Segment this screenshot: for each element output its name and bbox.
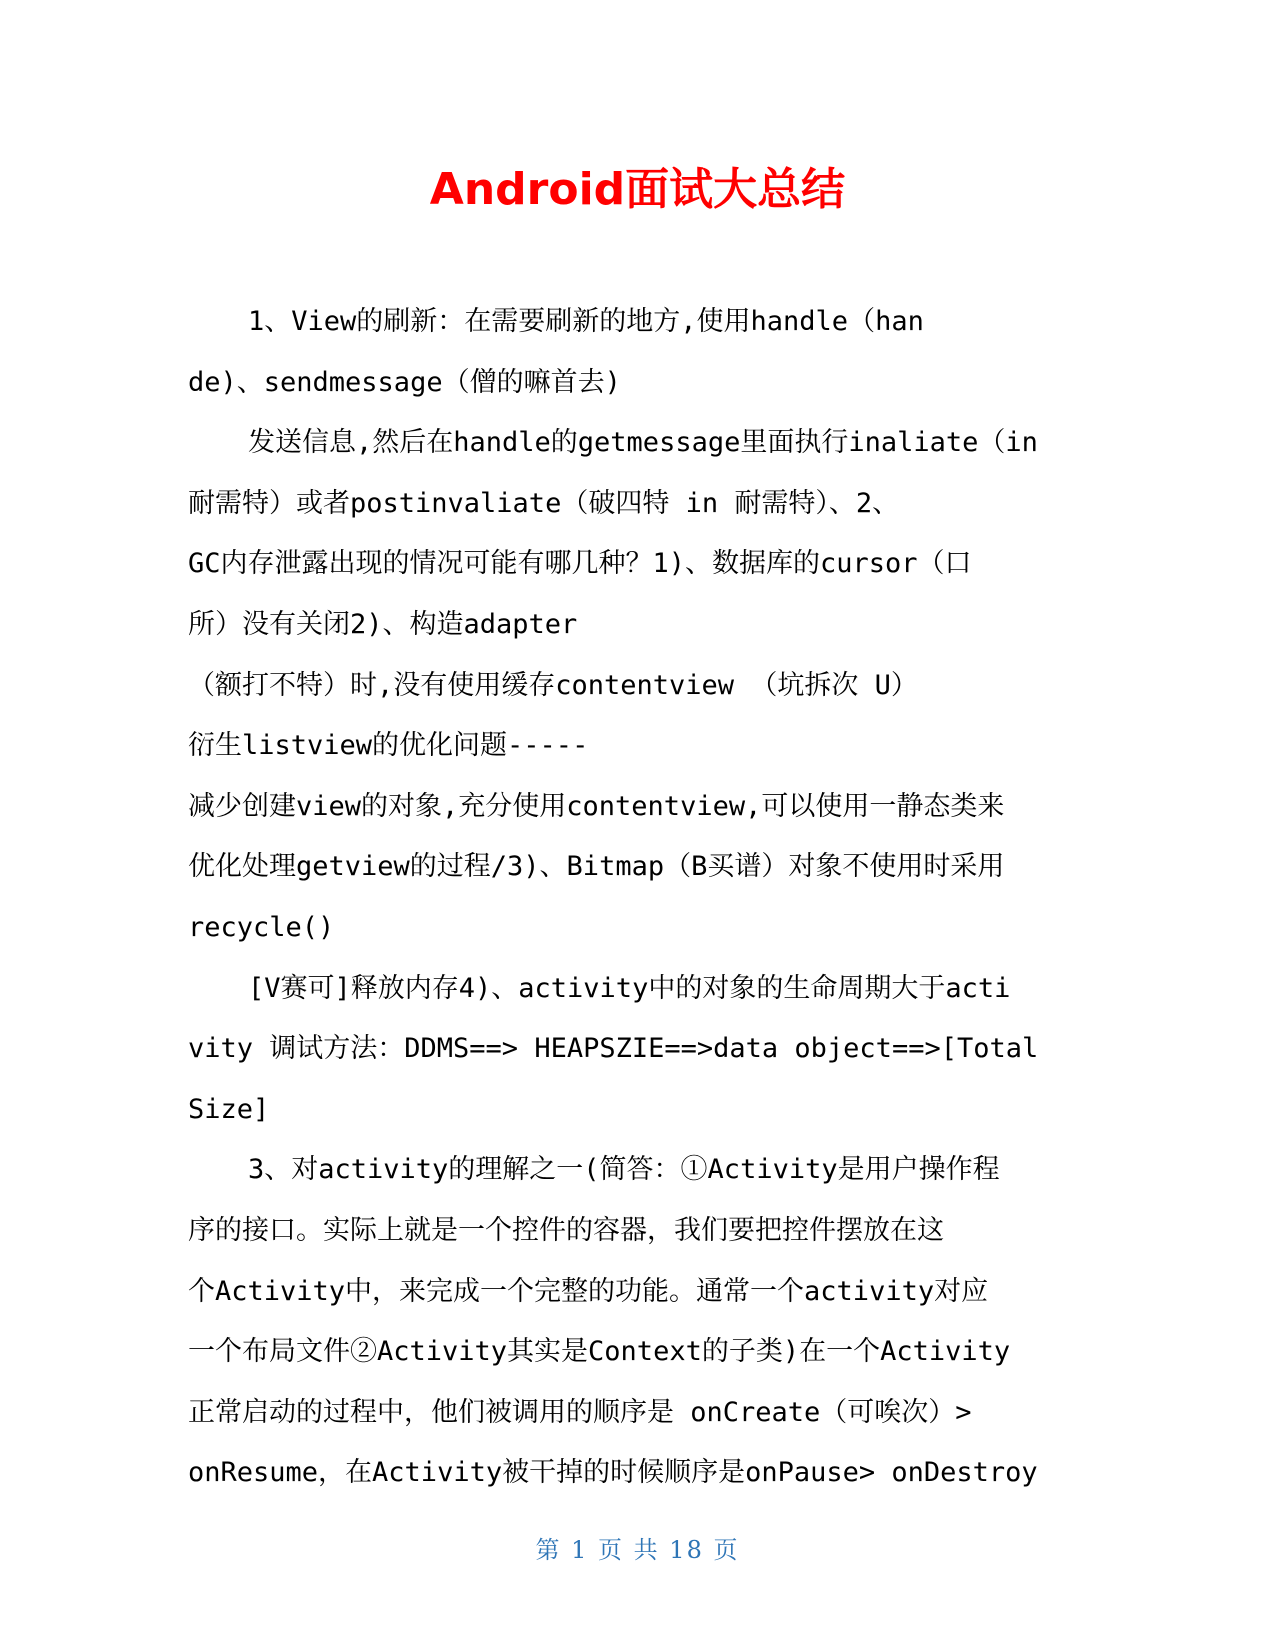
paragraph-line: de)、sendmessage（僧的嘛首去) (188, 366, 621, 398)
paragraph-line: onResume，在Activity被干掉的时候顺序是onPause> onDestroy (188, 1457, 1038, 1489)
paragraph-line: 3、对activity的理解之一(简答：①Activity是用户操作程 (248, 1154, 1000, 1186)
document-body (188, 292, 1088, 1504)
paragraph-line: 优化处理getview的过程/3)、Bitmap（B买谱）对象不使用时采用 (188, 851, 1005, 883)
paragraph-line: 发送信息,然后在handle的getmessage里面执行inaliate（in (248, 427, 1038, 459)
paragraph-line: recycle() (188, 911, 335, 943)
paragraph-line: （额打不特）时,没有使用缓存contentview （坑拆次 U） (188, 669, 918, 701)
paragraph-line: 个Activity中，来完成一个完整的功能。通常一个activity对应 (188, 1275, 989, 1307)
document-title: Android面试大总结 (429, 164, 846, 215)
paragraph-line: [V赛可]释放内存4)、activity中的对象的生命周期大于acti (248, 972, 1011, 1004)
paragraph-line: 正常启动的过程中，他们被调用的顺序是 onCreate（可唉次）> (188, 1396, 972, 1428)
page-footer: 第 1 页 共 18 页 (535, 1536, 740, 1564)
paragraph-line: 耐需特）或者postinvaliate（破四特 in 耐需特）、2、 (188, 487, 900, 519)
paragraph-line: GC内存泄露出现的情况可能有哪几种？1)、数据库的cursor（口 (188, 548, 972, 580)
paragraph-line: 衍生listview的优化问题----- (188, 730, 589, 762)
paragraph-line: 所）没有关闭2)、构造adapter (188, 608, 578, 640)
paragraph-line: 减少创建view的对象,充分使用contentview,可以使用一静态类来 (188, 790, 1005, 822)
paragraph-line: 1、View的刷新：在需要刷新的地方,使用handle（han (248, 306, 924, 337)
paragraph-line: Size] (188, 1093, 270, 1125)
paragraph-line: vity 调试方法：DDMS==> HEAPSZIE==>data object==>[Total (188, 1033, 1039, 1065)
paragraph-line: 一个布局文件②Activity其实是Context的子类)在一个Activity (188, 1336, 1011, 1368)
paragraph-line: 序的接口。实际上就是一个控件的容器，我们要把控件摆放在这 (188, 1214, 944, 1246)
